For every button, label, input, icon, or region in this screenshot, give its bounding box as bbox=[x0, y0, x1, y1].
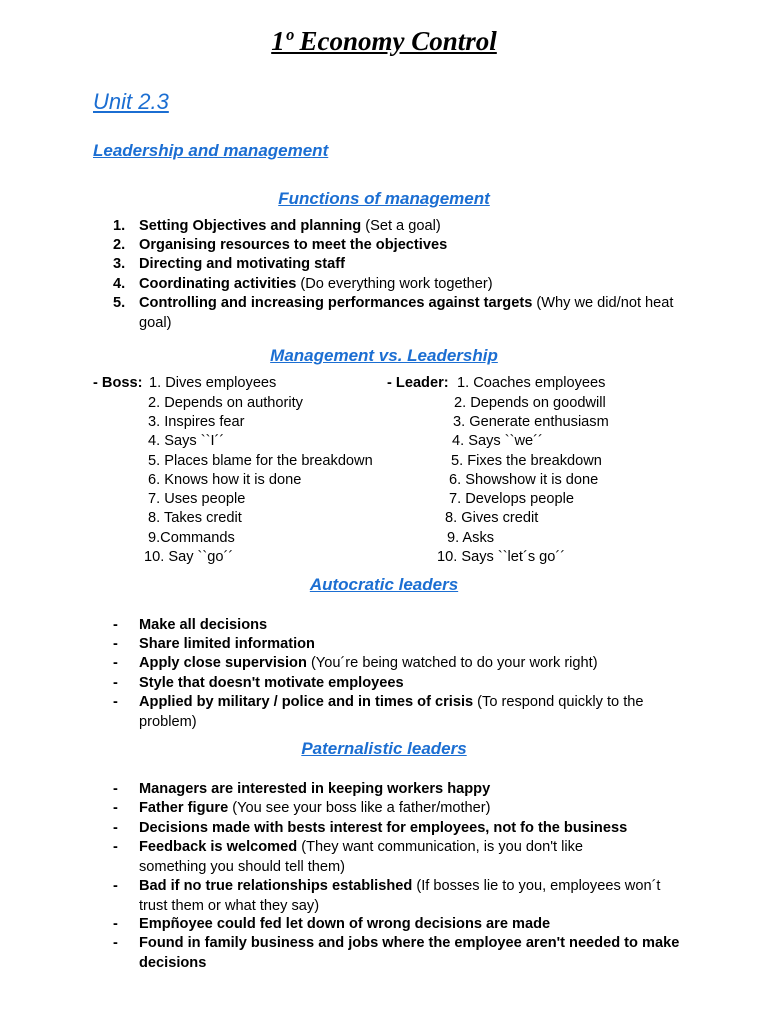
leader-item: 9. Asks bbox=[447, 530, 495, 546]
leader-item: 6. Showshow it is done bbox=[449, 472, 599, 488]
list-item-note: (They want communication, is you don't like something you should tell them) bbox=[139, 839, 584, 875]
boss-item: 7. Uses people bbox=[148, 491, 246, 507]
list-item-text bbox=[139, 635, 699, 655]
leader-item: 10. Says ``let´s go´´ bbox=[437, 549, 566, 565]
list-item-text bbox=[139, 877, 684, 916]
unit-heading: Unit 2.3 bbox=[93, 89, 169, 114]
boss-item: 8. Takes credit bbox=[148, 510, 242, 526]
list-marker: 2. bbox=[113, 237, 126, 253]
list-item-text bbox=[139, 674, 699, 694]
list-marker: - bbox=[113, 694, 118, 710]
paternalistic-heading: Paternalistic leaders bbox=[301, 739, 467, 758]
leader-label: - Leader: bbox=[387, 375, 449, 391]
leader-item: 3. Generate enthusiasm bbox=[453, 414, 609, 430]
boss-item: 6. Knows how it is done bbox=[148, 472, 302, 488]
boss-item: 2. Depends on authority bbox=[148, 395, 303, 411]
boss-item: 4. Says ``I´´ bbox=[148, 433, 225, 449]
boss-label: - Boss: bbox=[93, 375, 143, 391]
list-item-bold: Style that doesn't motivate employees bbox=[139, 675, 404, 691]
list-item-text bbox=[139, 236, 699, 256]
list-item-bold: Setting Objectives and planning bbox=[139, 218, 362, 234]
leader-item: 1. Coaches employees bbox=[457, 375, 606, 391]
autocratic-heading: Autocratic leaders bbox=[309, 575, 459, 594]
leader-item: 8. Gives credit bbox=[445, 510, 539, 526]
list-item-bold: Empñoyee could fed let down of wrong decisions are made bbox=[139, 916, 551, 932]
list-item-note: (Set a goal) bbox=[361, 218, 441, 234]
list-item-bold: Make all decisions bbox=[139, 617, 268, 633]
boss-item: 3. Inspires fear bbox=[148, 414, 245, 430]
list-item-bold: Father figure bbox=[139, 800, 229, 816]
list-marker: - bbox=[113, 916, 118, 932]
list-item-bold: Controlling and increasing performances against targets bbox=[139, 295, 533, 311]
list-item-note: (You see your boss like a father/mother) bbox=[228, 800, 491, 816]
list-marker: 4. bbox=[113, 276, 126, 292]
list-item-bold: Apply close supervision bbox=[139, 655, 307, 671]
list-marker: - bbox=[113, 781, 118, 797]
list-marker: - bbox=[113, 935, 118, 951]
list-item-note: (Do everything work together) bbox=[296, 276, 493, 292]
list-item-bold: Decisions made with bests interest for employees, not fo the business bbox=[139, 820, 628, 836]
list-item-note: (To respond quickly to the problem) bbox=[139, 694, 644, 730]
list-item-text bbox=[139, 799, 699, 819]
list-marker: - bbox=[113, 839, 118, 855]
list-item-bold: Coordinating activities bbox=[139, 276, 297, 292]
list-marker: - bbox=[113, 800, 118, 816]
list-item-text bbox=[139, 915, 699, 935]
boss-item: 5. Places blame for the breakdown bbox=[148, 453, 373, 469]
list-item-note: (If bosses lie to you, employees won´t trust them or what they say) bbox=[139, 878, 661, 914]
list-item-text bbox=[139, 693, 684, 732]
list-item-note: (Why we did/not heat goal) bbox=[139, 295, 674, 331]
list-item-bold: Feedback is welcomed bbox=[139, 839, 298, 855]
boss-item: 9.Commands bbox=[148, 530, 235, 546]
boss-item: 10. Say ``go´´ bbox=[144, 549, 234, 565]
list-item-text bbox=[139, 838, 634, 877]
list-marker: - bbox=[113, 617, 118, 633]
list-marker: - bbox=[113, 675, 118, 691]
leader-item: 2. Depends on goodwill bbox=[454, 395, 606, 411]
list-item-bold: Applied by military / police and in times of crisis bbox=[139, 694, 474, 710]
list-item-text bbox=[139, 819, 719, 839]
boss-item: 1. Dives employees bbox=[149, 375, 277, 391]
list-item-bold: Directing and motivating staff bbox=[139, 256, 345, 272]
list-marker: - bbox=[113, 878, 118, 894]
list-item-bold: Share limited information bbox=[139, 636, 315, 652]
list-marker: 1. bbox=[113, 218, 126, 234]
list-item-text bbox=[139, 294, 684, 333]
list-item-text bbox=[139, 616, 699, 636]
list-item-text bbox=[139, 275, 699, 295]
list-marker: - bbox=[113, 820, 118, 836]
list-item-bold: Managers are interested in keeping workers happy bbox=[139, 781, 491, 797]
leader-item: 7. Develops people bbox=[449, 491, 574, 507]
document-title: 1º Economy Control bbox=[271, 26, 497, 56]
list-item-bold: Bad if no true relationships established bbox=[139, 878, 413, 894]
list-marker: 5. bbox=[113, 295, 126, 311]
list-item-text bbox=[139, 934, 684, 973]
list-item-text bbox=[139, 654, 699, 674]
functions-heading: Functions of management bbox=[278, 189, 490, 208]
list-item-bold: Organising resources to meet the objectives bbox=[139, 237, 448, 253]
topic-heading: Leadership and management bbox=[93, 141, 329, 160]
list-item-text bbox=[139, 780, 699, 800]
list-item-text bbox=[139, 255, 699, 275]
list-marker: - bbox=[113, 655, 118, 671]
list-marker: 3. bbox=[113, 256, 126, 272]
comparison-heading: Management vs. Leadership bbox=[270, 346, 498, 365]
leader-item: 4. Says ``we´´ bbox=[452, 433, 543, 449]
leader-item: 5. Fixes the breakdown bbox=[451, 453, 602, 469]
list-item-note: (You´re being watched to do your work right) bbox=[306, 655, 598, 671]
list-item-bold: Found in family business and jobs where the employee aren't needed to make decisions bbox=[139, 935, 680, 971]
list-item-text bbox=[139, 217, 699, 237]
list-marker: - bbox=[113, 636, 118, 652]
